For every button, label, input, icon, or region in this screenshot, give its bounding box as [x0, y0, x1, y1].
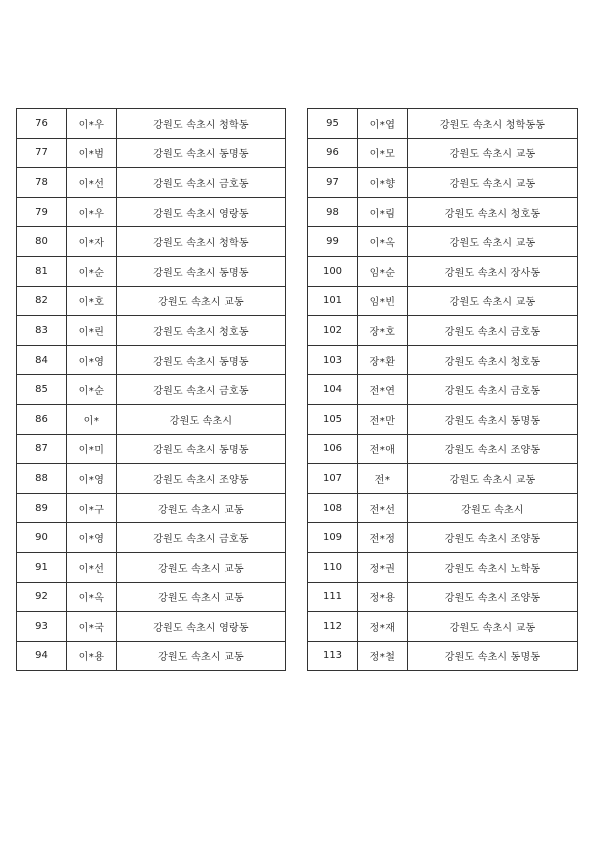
table-row	[308, 256, 578, 286]
row-number-cell: 109	[308, 523, 358, 553]
row-number-cell: 83	[17, 316, 67, 346]
row-number-cell: 81	[17, 256, 67, 286]
table-row	[308, 109, 578, 139]
name-cell: 이*선	[67, 552, 117, 582]
name-cell: 전*정	[358, 523, 408, 553]
row-number-cell: 94	[17, 641, 67, 671]
row-number-cell: 76	[17, 109, 67, 139]
table-row	[308, 641, 578, 671]
address-cell: 강원도 속초시 동명동	[408, 404, 578, 434]
address-cell: 강원도 속초시 동명동	[117, 138, 286, 168]
address-cell: 강원도 속초시 조양동	[408, 582, 578, 612]
table-row	[308, 316, 578, 346]
address-cell: 강원도 속초시 영랑동	[117, 197, 286, 227]
address-cell: 강원도 속초시 청학동	[117, 109, 286, 139]
name-cell: 이*영	[67, 523, 117, 553]
name-cell: 이*자	[67, 227, 117, 257]
table-row	[17, 464, 286, 494]
row-number-cell: 99	[308, 227, 358, 257]
name-cell: 이*범	[67, 138, 117, 168]
table-row	[17, 197, 286, 227]
row-number-cell: 84	[17, 345, 67, 375]
name-cell: 이*영	[67, 345, 117, 375]
address-cell: 강원도 속초시 교동	[408, 286, 578, 316]
table-row	[308, 493, 578, 523]
row-number-cell: 100	[308, 256, 358, 286]
name-cell: 전*만	[358, 404, 408, 434]
table-row	[308, 345, 578, 375]
row-number-cell: 87	[17, 434, 67, 464]
row-number-cell: 104	[308, 375, 358, 405]
name-cell: 이*순	[67, 256, 117, 286]
row-number-cell: 101	[308, 286, 358, 316]
row-number-cell: 88	[17, 464, 67, 494]
address-cell: 강원도 속초시 청학동	[117, 227, 286, 257]
table-row	[308, 286, 578, 316]
address-cell: 강원도 속초시 동명동	[117, 345, 286, 375]
name-cell: 이*옥	[358, 227, 408, 257]
name-cell: 이*순	[67, 375, 117, 405]
name-cell: 전*애	[358, 434, 408, 464]
table-row	[17, 552, 286, 582]
table-row	[17, 434, 286, 464]
name-cell: 이*우	[67, 109, 117, 139]
row-number-cell: 79	[17, 197, 67, 227]
row-number-cell: 97	[308, 168, 358, 198]
table-row	[17, 316, 286, 346]
address-cell: 강원도 속초시 청학동동	[408, 109, 578, 139]
name-cell: 전*선	[358, 493, 408, 523]
address-cell: 강원도 속초시 금호동	[408, 375, 578, 405]
address-cell: 강원도 속초시 청호동	[117, 316, 286, 346]
table-row	[308, 464, 578, 494]
name-cell: 임*순	[358, 256, 408, 286]
name-cell: 정*용	[358, 582, 408, 612]
table-row	[308, 404, 578, 434]
row-number-cell: 77	[17, 138, 67, 168]
row-number-cell: 95	[308, 109, 358, 139]
name-cell: 이*	[67, 404, 117, 434]
address-cell: 강원도 속초시 교동	[117, 582, 286, 612]
address-cell: 강원도 속초시 교동	[117, 552, 286, 582]
name-cell: 이*선	[67, 168, 117, 198]
roster-table-body	[308, 109, 578, 671]
address-cell: 강원도 속초시 교동	[408, 138, 578, 168]
address-cell: 강원도 속초시 금호동	[117, 523, 286, 553]
address-cell: 강원도 속초시 동명동	[408, 641, 578, 671]
row-number-cell: 112	[308, 612, 358, 642]
row-number-cell: 80	[17, 227, 67, 257]
row-number-cell: 102	[308, 316, 358, 346]
name-cell: 이*옥	[67, 582, 117, 612]
row-number-cell: 93	[17, 612, 67, 642]
address-cell: 강원도 속초시 금호동	[117, 168, 286, 198]
table-row	[308, 197, 578, 227]
address-cell: 강원도 속초시 교동	[117, 641, 286, 671]
name-cell: 이*우	[67, 197, 117, 227]
address-cell: 강원도 속초시 금호동	[408, 316, 578, 346]
address-cell: 강원도 속초시	[408, 493, 578, 523]
row-number-cell: 96	[308, 138, 358, 168]
address-cell: 강원도 속초시 교동	[408, 612, 578, 642]
table-row	[308, 612, 578, 642]
address-cell: 강원도 속초시 조양동	[408, 523, 578, 553]
name-cell: 이*구	[67, 493, 117, 523]
table-row	[308, 375, 578, 405]
address-cell: 강원도 속초시 장사동	[408, 256, 578, 286]
table-row	[308, 552, 578, 582]
name-cell: 이*엽	[358, 109, 408, 139]
name-cell: 장*호	[358, 316, 408, 346]
table-row	[17, 109, 286, 139]
name-cell: 이*호	[67, 286, 117, 316]
row-number-cell: 113	[308, 641, 358, 671]
name-cell: 이*린	[67, 316, 117, 346]
table-row	[17, 641, 286, 671]
table-row	[308, 227, 578, 257]
address-cell: 강원도 속초시 동명동	[117, 256, 286, 286]
table-row	[17, 523, 286, 553]
table-row	[17, 227, 286, 257]
table-row	[17, 256, 286, 286]
row-number-cell: 85	[17, 375, 67, 405]
name-cell: 이*모	[358, 138, 408, 168]
row-number-cell: 106	[308, 434, 358, 464]
address-cell: 강원도 속초시 교동	[117, 493, 286, 523]
name-cell: 이*용	[67, 641, 117, 671]
name-cell: 이*미	[67, 434, 117, 464]
name-cell: 이*향	[358, 168, 408, 198]
row-number-cell: 86	[17, 404, 67, 434]
table-row	[308, 168, 578, 198]
row-number-cell: 98	[308, 197, 358, 227]
table-row	[17, 493, 286, 523]
roster-table-body	[17, 109, 286, 671]
table-row	[17, 582, 286, 612]
row-number-cell: 105	[308, 404, 358, 434]
table-row	[308, 434, 578, 464]
address-cell: 강원도 속초시 금호동	[117, 375, 286, 405]
table-row	[17, 404, 286, 434]
address-cell: 강원도 속초시 교동	[117, 286, 286, 316]
address-cell: 강원도 속초시 청호동	[408, 345, 578, 375]
name-cell: 전*연	[358, 375, 408, 405]
name-cell: 장*환	[358, 345, 408, 375]
table-row	[17, 168, 286, 198]
address-cell: 강원도 속초시 교동	[408, 464, 578, 494]
row-number-cell: 108	[308, 493, 358, 523]
roster-table-left	[16, 108, 286, 671]
table-row	[17, 138, 286, 168]
table-row	[308, 138, 578, 168]
address-cell: 강원도 속초시 조양동	[117, 464, 286, 494]
table-row	[17, 375, 286, 405]
row-number-cell: 90	[17, 523, 67, 553]
row-number-cell: 82	[17, 286, 67, 316]
address-cell: 강원도 속초시 노학동	[408, 552, 578, 582]
row-number-cell: 89	[17, 493, 67, 523]
name-cell: 정*재	[358, 612, 408, 642]
row-number-cell: 92	[17, 582, 67, 612]
row-number-cell: 91	[17, 552, 67, 582]
name-cell: 이*림	[358, 197, 408, 227]
table-row	[308, 582, 578, 612]
table-row	[17, 345, 286, 375]
name-cell: 정*권	[358, 552, 408, 582]
roster-table-right	[307, 108, 578, 671]
name-cell: 전*	[358, 464, 408, 494]
table-row	[17, 286, 286, 316]
address-cell: 강원도 속초시 청호동	[408, 197, 578, 227]
name-cell: 이*영	[67, 464, 117, 494]
name-cell: 정*철	[358, 641, 408, 671]
address-cell: 강원도 속초시 교동	[408, 227, 578, 257]
address-cell: 강원도 속초시 영랑동	[117, 612, 286, 642]
table-row	[17, 612, 286, 642]
row-number-cell: 103	[308, 345, 358, 375]
address-cell: 강원도 속초시 동명동	[117, 434, 286, 464]
table-row	[308, 523, 578, 553]
name-cell: 이*국	[67, 612, 117, 642]
row-number-cell: 110	[308, 552, 358, 582]
address-cell: 강원도 속초시 조양동	[408, 434, 578, 464]
name-cell: 임*빈	[358, 286, 408, 316]
row-number-cell: 111	[308, 582, 358, 612]
address-cell: 강원도 속초시 교동	[408, 168, 578, 198]
address-cell: 강원도 속초시	[117, 404, 286, 434]
row-number-cell: 78	[17, 168, 67, 198]
row-number-cell: 107	[308, 464, 358, 494]
